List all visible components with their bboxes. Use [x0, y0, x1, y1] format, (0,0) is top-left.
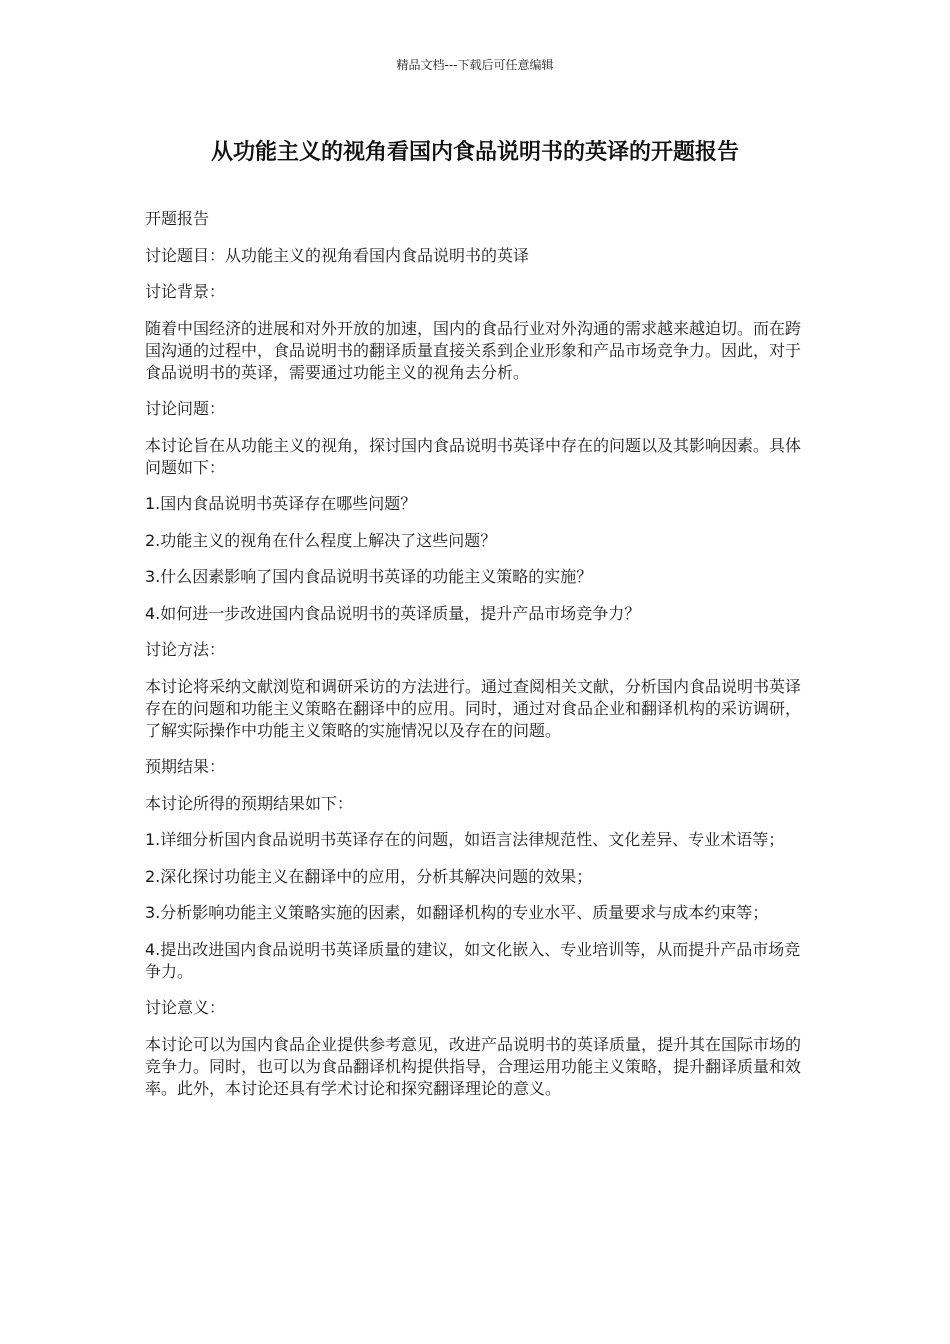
section-heading-methods: 讨论方法：: [145, 640, 226, 659]
section-heading-background: 讨论背景：: [145, 282, 226, 301]
section-heading-expected-results: 预期结果：: [145, 757, 226, 776]
questions-intro-paragraph: 本讨论旨在从功能主义的视角，探讨国内食品说明书英译中存在的问题以及其影响因素。具体问题如下：: [145, 435, 802, 477]
section-heading-questions: 讨论问题：: [145, 399, 226, 418]
header-note: 精品文档---下载后可任意编辑: [396, 58, 554, 72]
research-topic: 讨论题目：从功能主义的视角看国内食品说明书的英译: [145, 245, 530, 265]
result-item-3: 3.分析影响功能主义策略实施的因素，如翻译机构的专业水平、质量要求与成本约束等；: [145, 903, 769, 922]
expected-results-intro: 本讨论所得的预期结果如下：: [145, 793, 354, 813]
result-item-2: 2.深化探讨功能主义在翻译中的应用，分析其解决问题的效果；: [145, 866, 593, 886]
result-item-1: 1.详细分析国内食品说明书英译存在的问题，如语言法律规范性、文化差异、专业术语等；: [145, 830, 785, 849]
result-item-4: 4.提出改进国内食品说明书英译质量的建议，如文化嵌入、专业培训等，从而提升产品市场竞争力。: [145, 939, 801, 981]
document-body: [145, 208, 805, 1114]
document-title: 从功能主义的视角看国内食品说明书的英译的开题报告: [210, 140, 739, 165]
question-item-3: 3.什么因素影响了国内食品说明书英译的功能主义策略的实施？: [145, 567, 593, 586]
significance-paragraph: 本讨论可以为国内食品企业提供参考意见，改进产品说明书的英译质量，提升其在国际市场的竞争力。同时，也可以为食品翻译机构提供指导，合理运用功能主义策略，提升翻译质量和效率。此外，本讨论还具有学术讨论和探究翻译理论的意义。: [145, 1034, 802, 1098]
section-heading-significance: 讨论意义：: [145, 998, 226, 1017]
methods-paragraph: 本讨论将采纳文献浏览和调研采访的方法进行。通过查阅相关文献，分析国内食品说明书英译存在的问题和功能主义策略在翻译中的应用。同时，通过对食品企业和翻译机构的采访调研，了解实际操作中功能主义策略的实施情况以及存在的问题。: [145, 676, 802, 740]
question-item-2: 2.功能主义的视角在什么程度上解决了这些问题？: [145, 530, 497, 550]
question-item-4: 4.如何进一步改进国内食品说明书的英译质量，提升产品市场竞争力？: [145, 603, 641, 623]
section-label-report: 开题报告: [145, 209, 210, 228]
question-item-1: 1.国内食品说明书英译存在哪些问题？: [145, 494, 417, 513]
background-paragraph: 随着中国经济的进展和对外开放的加速，国内的食品行业对外沟通的需求越来越迫切。而在跨国沟通的过程中，食品说明书的翻译质量直接关系到企业形象和产品市场竞争力。因此，对于食品说明书的英译，需要通过功能主义的视角去分析。: [145, 318, 802, 382]
